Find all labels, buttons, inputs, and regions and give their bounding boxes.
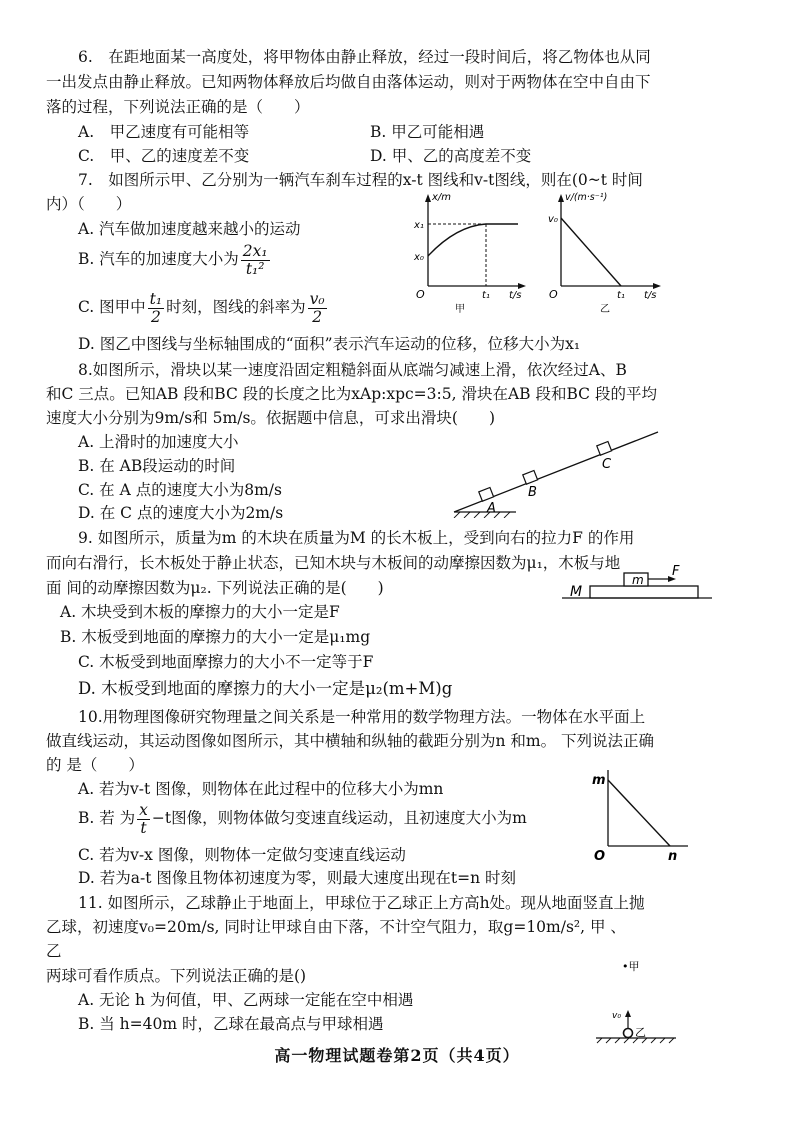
q8-option-b: B. 在 AB段运动的时间 <box>78 457 236 475</box>
q11-stem-line3: 乙 <box>46 942 62 960</box>
x-intercept-n: n <box>668 849 678 862</box>
block-label-m: m <box>632 573 644 587</box>
v0-label: v₀ <box>612 1011 621 1021</box>
q7-option-c-fraction2 <box>308 291 327 326</box>
q10-option-b-text2: −t图像，则物体做匀变速直线运动，且初速度大小为m <box>151 809 527 827</box>
x-axis-arrow <box>653 283 661 289</box>
graph2-xlabel: t/s <box>644 290 657 301</box>
q9-option-d: D. 木板受到地面的摩擦力的大小一定是μ₂(m+M)g <box>78 679 453 698</box>
q7-option-d: D. 图乙中图线与坐标轴围成的“面积”表示汽车运动的位移，位移大小为x₁ <box>78 335 581 353</box>
fraction-denominator: 2 <box>312 307 323 326</box>
graph2-ylabel: v/(m·s⁻¹) <box>565 192 608 203</box>
q7-option-b-text: B. 汽车的加速度大小为 <box>78 250 239 268</box>
graph1-origin: O <box>416 288 425 301</box>
graph1-xlabel: t/s <box>509 290 522 301</box>
ground-hatch <box>454 512 510 518</box>
origin-label: O <box>594 849 606 862</box>
fraction-numerator: 2x₁ <box>242 241 268 260</box>
page-footer: 高一物理试题卷第2页（共4页） <box>274 1046 520 1065</box>
q7-graph-xt <box>406 188 534 316</box>
q10-option-c: C. 若为v-x 图像，则物体一定做匀变速直线运动 <box>78 846 406 864</box>
q8-option-c: C. 在 A 点的速度大小为8m/s <box>78 481 282 499</box>
block-at-a <box>479 488 494 502</box>
y-axis-arrow <box>425 194 431 202</box>
q9-stem-line2: 而向右滑行，长木板处于静止状态，已知木块与木板间的动摩擦因数为μ₁，木板与地 <box>46 554 621 572</box>
ball-yi <box>624 1029 633 1038</box>
q7-option-c-text2: 时刻，图线的斜率为 <box>166 298 306 316</box>
q8-stem-line2: 和C 三点。已知AB 段和BC 段的长度之比为xAp:xpc=3:5, 滑块在AB 段和BC 段的平均 <box>46 385 657 403</box>
block-at-b <box>523 471 538 485</box>
q6-option-d: D. 甲、乙的高度差不变 <box>370 147 532 165</box>
point-b-label: B <box>528 485 537 500</box>
long-board <box>590 586 698 598</box>
fraction-numerator: x <box>139 800 148 819</box>
point-a-label: A <box>487 501 496 516</box>
q6-option-b: B. 甲乙可能相遇 <box>370 123 485 141</box>
q7-option-c-text1: C. 图甲中 <box>78 298 146 316</box>
q11-option-b: B. 当 h=40m 时，乙球在最高点与甲球相遇 <box>78 1015 384 1033</box>
q7-option-c <box>78 288 329 326</box>
q11-stem-line1: 11. 如图所示，乙球静止于地面上，甲球位于乙球正上方高h处。现从地面竖直上抛 <box>78 894 645 912</box>
q7-option-c-fraction1 <box>148 291 164 326</box>
y-intercept-m: m <box>592 773 606 788</box>
ball-yi-label: 乙 <box>635 1026 646 1039</box>
block-at-c <box>597 442 612 456</box>
q6-stem-line1: 6. 在距地面某一高度处，将甲物体由静止释放，经过一段时间后，将乙物体也从同 <box>78 48 651 66</box>
fraction-numerator: t₁ <box>149 289 163 308</box>
q6-option-a: A. 甲乙速度有可能相等 <box>78 123 250 141</box>
q11-figure <box>590 952 690 1047</box>
graph2-v0-label: v₀ <box>548 214 558 225</box>
q8-option-d: D. 在 C 点的速度大小为2m/s <box>78 504 284 522</box>
graph2-origin: O <box>549 288 558 301</box>
q9-board-figure <box>562 560 712 608</box>
graph-line <box>608 780 670 846</box>
graph1-x1-label: x₁ <box>414 220 424 231</box>
graph1-x0-label: x₀ <box>414 252 424 263</box>
y-axis-arrow <box>558 194 564 202</box>
q10-stem-line1: 10.用物理图像研究物理量之间关系是一种常用的数学物理方法。一物体在水平面上 <box>78 708 646 726</box>
q10-option-a: A. 若为v-t 图像，则物体在此过程中的位移大小为mn <box>78 780 444 798</box>
q7-graph-vt <box>545 188 680 316</box>
q10-stem-line3: 的 是（ ） <box>46 756 144 774</box>
q11-stem-line2: 乙球，初速度v₀=20m/s, 同时让甲球自由下落，不计空气阻力，取g=10m/s², 甲 、 <box>46 918 626 936</box>
graph2-caption: 乙 <box>600 304 610 315</box>
graph1-t1-label: t₁ <box>482 290 490 301</box>
q7-stem-line1: 7. 如图所示甲、乙分别为一辆汽车刹车过程的x-t 图线和v-t图线，则在(0~t 时间 <box>78 171 643 189</box>
q10-option-b-fraction <box>137 802 150 837</box>
q8-stem-line3: 速度大小分别为9m/s和 5m/s。依据题中信息，可求出滑块( ) <box>46 409 495 427</box>
fraction-numerator: v₀ <box>309 289 325 308</box>
q6-stem-line3: 落的过程，下列说法正确的是（ ） <box>46 98 310 116</box>
v0-arrowhead <box>625 1010 631 1017</box>
q10-option-b-text1: B. 若 为 <box>78 809 136 827</box>
board-label-M: M <box>570 584 583 600</box>
q7-option-a: A. 汽车做加速度越来越小的运动 <box>78 220 301 238</box>
fraction-denominator: t <box>140 818 147 837</box>
q7-stem-line2: 内）（ ） <box>46 195 132 213</box>
q11-option-a: A. 无论 h 为何值，甲、乙两球一定能在空中相遇 <box>78 991 414 1009</box>
graph2-t1-label: t₁ <box>617 290 625 301</box>
fraction-denominator: t₁² <box>245 259 265 278</box>
vt-line <box>561 218 621 286</box>
q10-graph <box>588 762 698 862</box>
q9-stem-line1: 9. 如图所示，质量为m 的木块在质量为M 的长木板上，受到向右的拉力F 的作用 <box>78 529 635 547</box>
graph1-ylabel: x/m <box>432 192 452 203</box>
q9-stem-line3: 面 间的动摩擦因数为μ₂. 下列说法正确的是( ) <box>46 579 384 597</box>
xt-curve <box>428 224 518 256</box>
fraction-denominator: 2 <box>150 307 161 326</box>
force-label-F: F <box>672 564 680 579</box>
point-c-label: C <box>602 457 612 472</box>
q10-option-b <box>78 799 527 837</box>
q7-option-b-fraction <box>241 243 270 278</box>
q9-option-b: B. 木板受到地面的摩擦力的大小一定是μ₁mg <box>60 628 371 646</box>
q11-stem-line4: 两球可看作质点。下列说法正确的是() <box>46 967 307 985</box>
q10-stem-line2: 做直线运动，其运动图像如图所示，其中横轴和纵轴的截距分别为n 和m。 下列说法正确 <box>46 732 655 750</box>
q7-option-b <box>78 240 272 278</box>
graph1-caption: 甲 <box>455 304 465 315</box>
x-axis-arrow <box>518 283 526 289</box>
q8-option-a: A. 上滑时的加速度大小 <box>78 433 239 451</box>
q9-option-a: A. 木块受到木板的摩擦力的大小一定是F <box>60 603 340 621</box>
q6-stem-line2: 一出发点由静止释放。已知两物体释放后均做自由落体运动，则对于两物体在空中自由下 <box>46 73 651 91</box>
q10-option-d: D. 若为a-t 图像且物体初速度为零，则最大速度出现在t=n 时刻 <box>78 869 516 887</box>
ball-jia-label: •甲 <box>622 960 640 973</box>
q9-option-c: C. 木板受到地面摩擦力的大小不一定等于F <box>78 653 374 671</box>
q6-option-c: C. 甲、乙的速度差不变 <box>78 147 250 165</box>
q8-incline-figure <box>450 428 670 518</box>
q8-stem-line1: 8.如图所示，滑块以某一速度沿固定粗糙斜面从底端匀减速上滑，依次经过A、B <box>78 361 627 379</box>
